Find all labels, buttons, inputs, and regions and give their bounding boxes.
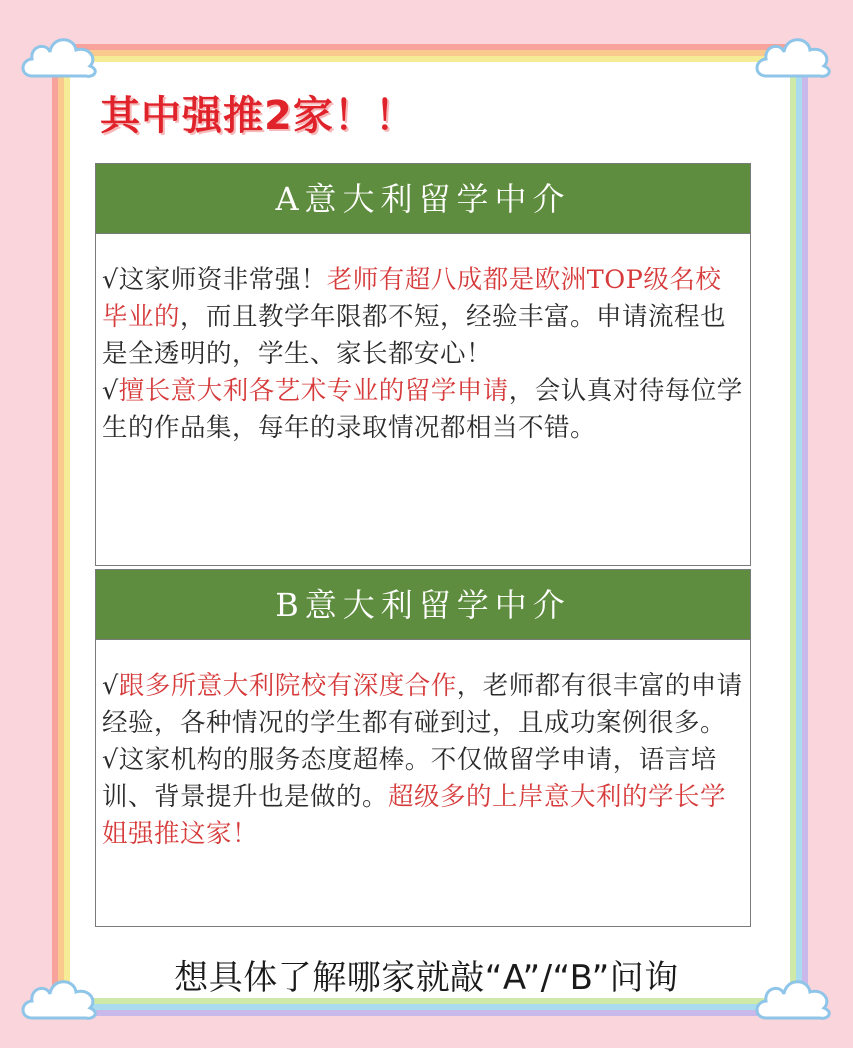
bullet-paragraph bbox=[102, 668, 746, 742]
paragraph-text: √这家机构的服务态度超棒。不仅做留学申请，语言培训、背景提升也是做的。 bbox=[102, 745, 717, 812]
paragraph-text: √ bbox=[102, 376, 119, 406]
highlight-text: 跟多所意大利院校有深度合作 bbox=[118, 671, 457, 701]
headline: 其中强推2家！！ bbox=[100, 93, 416, 139]
section-a bbox=[95, 163, 751, 566]
paragraph-text: ，老师都有很丰富的申请经验，各种情况的学生都有碰到过，且成功案例很多。 bbox=[102, 671, 743, 738]
section-body bbox=[96, 640, 750, 853]
section-b bbox=[95, 569, 751, 927]
frame-stripe bbox=[52, 1010, 808, 1016]
paragraph-text: ，会认真对待每位学生的作品集，每年的录取情况都相当不错。 bbox=[102, 376, 743, 443]
bullet-paragraph bbox=[102, 742, 746, 853]
frame-stripe bbox=[802, 60, 808, 1010]
bullet-paragraph bbox=[102, 373, 746, 447]
footer-cta: 想具体了解哪家就敲“A”/“B”问询 bbox=[174, 958, 679, 998]
section-body bbox=[96, 234, 750, 447]
cloud-icon bbox=[18, 26, 100, 84]
highlight-text: 擅长意大利各艺术专业的留学申请 bbox=[118, 376, 509, 406]
highlight-text: 老师有超八成都是欧洲TOP级名校毕业的 bbox=[102, 265, 722, 332]
bullet-paragraph bbox=[102, 262, 746, 373]
cloud-icon bbox=[752, 26, 834, 84]
highlight-text: 超级多的上岸意大利的学长学姐强推这家！ bbox=[102, 782, 727, 849]
paragraph-text: √ bbox=[102, 671, 119, 701]
section-title: A意大利留学中介 bbox=[96, 164, 750, 234]
section-title: B意大利留学中介 bbox=[96, 570, 750, 640]
paragraph-text: √这家师资非常强！ bbox=[102, 265, 327, 295]
paragraph-text: ，而且教学年限都不短，经验丰富。申请流程也是全透明的，学生、家长都安心！ bbox=[102, 302, 727, 369]
